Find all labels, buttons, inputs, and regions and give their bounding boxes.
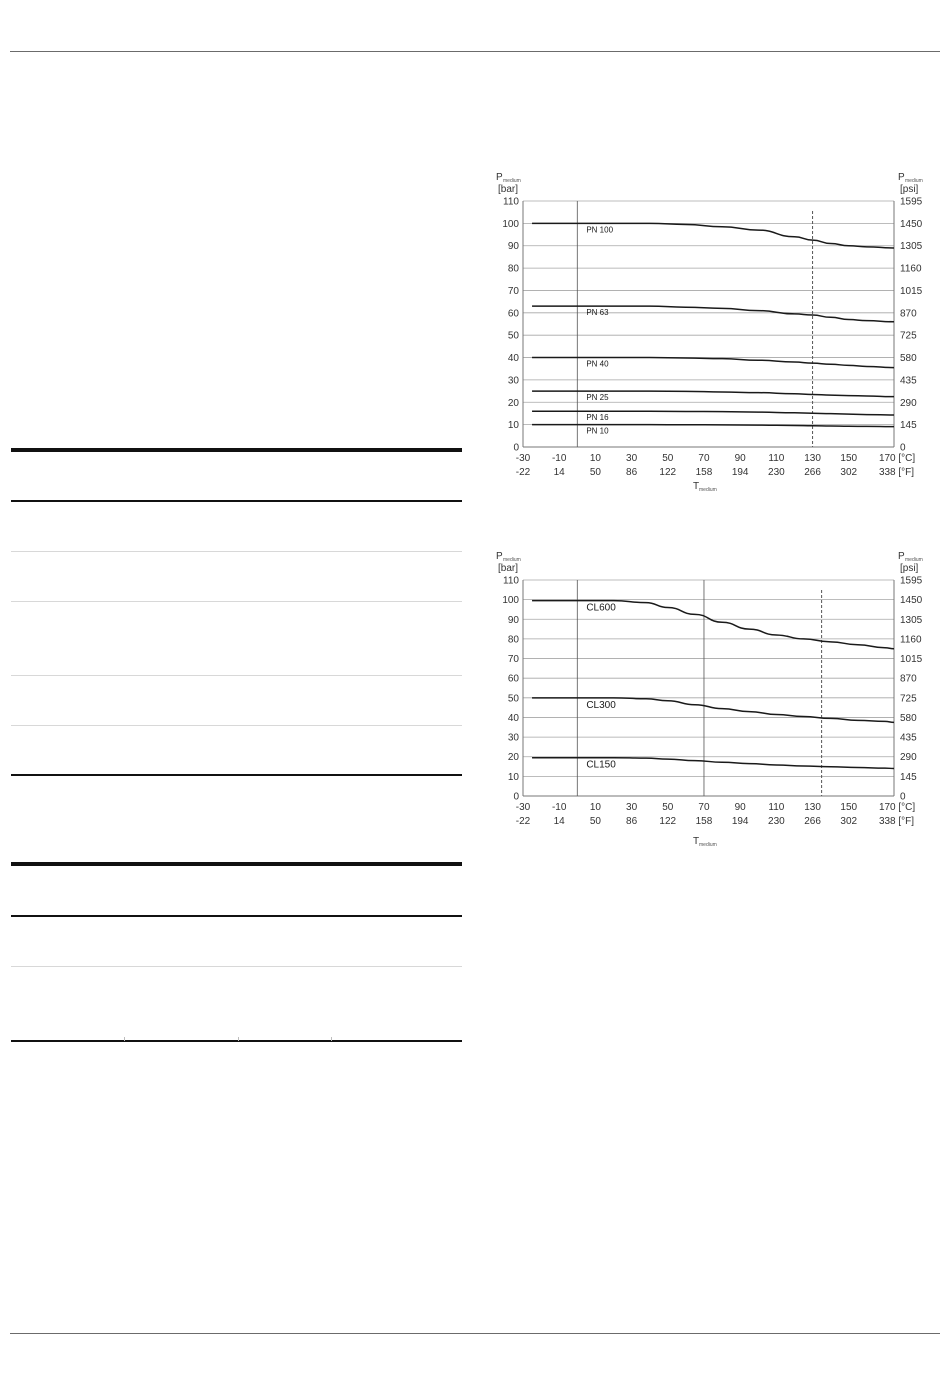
y-left-title: [496, 551, 521, 574]
y-left-tick-label: 0: [513, 442, 519, 454]
x-tick-label-celsius: 110: [768, 453, 785, 464]
x-tick-label-fahrenheit: 158: [695, 467, 713, 478]
gridlines: [523, 201, 894, 447]
y-axis-labels: [502, 576, 922, 803]
y-left-tick-label: 10: [507, 420, 519, 432]
x-tick-label-fahrenheit: 302: [840, 816, 858, 827]
y-right-tick-label: 1305: [900, 614, 923, 626]
x-tick-label-celsius: 70: [698, 453, 710, 464]
table-1-row-divider: [11, 601, 462, 602]
y-right-tick-label: 290: [900, 752, 917, 764]
series-group: [532, 223, 894, 435]
y-left-tick-label: 80: [507, 634, 519, 646]
x-tick-label-celsius: 30: [626, 453, 638, 464]
series-label-pn-40: PN 40: [586, 359, 609, 369]
y-right-title-sub: medium: [905, 178, 923, 184]
series-label-pn-63: PN 63: [586, 308, 609, 318]
y-right-tick-label: 870: [900, 308, 917, 320]
x-tick-label-celsius: 130: [804, 802, 821, 813]
y-right-tick-label: 145: [900, 771, 917, 783]
x-axis-labels: [516, 802, 916, 827]
series-label-pn-25: PN 25: [586, 393, 609, 403]
y-left-tick-label: 100: [502, 218, 519, 230]
x-tick-label-celsius: -10: [551, 453, 567, 464]
y-right-tick-label: 1305: [900, 241, 923, 253]
x-tick-label-celsius: 70: [698, 802, 710, 813]
y-right-title: [898, 551, 923, 574]
table-1-row-divider: [11, 725, 462, 726]
y-left-tick-label: 30: [507, 375, 519, 387]
y-left-tick-label: 50: [507, 693, 519, 705]
x-tick-label-fahrenheit: 86: [626, 816, 638, 827]
x-tick-label-celsius: 30: [626, 802, 638, 813]
x-tick-label-fahrenheit: -22: [515, 467, 531, 478]
y-left-tick-label: 110: [503, 575, 519, 587]
x-tick-label-fahrenheit: 194: [731, 467, 749, 478]
table-1-row-divider: [11, 675, 462, 676]
table-2-column-tick: [124, 1037, 125, 1041]
y-left-tick-label: 80: [507, 263, 519, 275]
y-right-unit: [psi]: [900, 563, 919, 574]
y-left-tick-label: 90: [507, 614, 519, 626]
y-right-unit: [psi]: [900, 184, 919, 195]
y-right-tick-label: 290: [900, 397, 917, 409]
y-left-tick-label: 20: [507, 752, 519, 764]
x-title-sub: medium: [699, 842, 717, 848]
x-tick-label-fahrenheit: -22: [515, 816, 531, 827]
y-left-tick-label: 90: [507, 241, 519, 253]
y-left-tick-label: 40: [507, 353, 519, 365]
series-label-cl300: CL300: [586, 699, 616, 711]
y-left-tick-label: 110: [503, 196, 519, 208]
x-tick-label-fahrenheit: 230: [768, 467, 785, 478]
series-group: [532, 601, 894, 771]
x-tick-label-fahrenheit: 86: [626, 467, 638, 478]
series-label-pn-16: PN 16: [586, 413, 609, 423]
y-right-tick-label: 435: [900, 375, 917, 387]
series-label-pn-10: PN 10: [586, 426, 609, 436]
x-tick-label-celsius: 110: [768, 802, 785, 813]
y-right-tick-label: 580: [900, 712, 917, 724]
table-2-bottom-border: [11, 1040, 462, 1042]
y-right-tick-label: 0: [900, 791, 906, 803]
y-left-unit: [bar]: [498, 563, 519, 574]
x-tick-label-celsius: 90: [734, 802, 746, 813]
y-right-tick-label: 1450: [900, 218, 923, 230]
y-right-tick-label: 725: [900, 330, 917, 342]
x-title: [693, 481, 717, 493]
table-2-top-border: [11, 862, 462, 866]
x-tick-label-celsius: 150: [840, 453, 858, 464]
y-right-title-letter: P: [898, 551, 905, 562]
x-tick-label-fahrenheit: 122: [659, 816, 677, 827]
y-left-tick-label: 10: [507, 771, 519, 783]
series-label-pn-100: PN 100: [586, 225, 614, 235]
y-left-title-letter: P: [496, 551, 503, 562]
x-tick-label-fahrenheit: 266: [804, 816, 821, 827]
table-2-column-tick: [331, 1037, 332, 1041]
x-tick-label-celsius: 150: [840, 802, 858, 813]
y-left-tick-label: 50: [507, 330, 519, 342]
y-left-title-letter: P: [496, 172, 503, 183]
x-tick-label-fahrenheit: 338 [°F]: [878, 467, 915, 478]
y-right-tick-label: 725: [900, 693, 917, 705]
y-left-tick-label: 40: [507, 712, 519, 724]
y-right-tick-label: 0: [900, 442, 906, 454]
y-right-tick-label: 435: [900, 732, 917, 744]
y-left-unit: [bar]: [498, 184, 519, 195]
x-tick-label-celsius: 130: [804, 453, 821, 464]
table-2-header-rule: [11, 915, 462, 917]
bottom-rule: [10, 1333, 940, 1334]
x-tick-label-fahrenheit: 230: [768, 816, 785, 827]
gridlines: [523, 580, 894, 796]
y-right-tick-label: 870: [900, 673, 917, 685]
x-tick-label-fahrenheit: 302: [840, 467, 858, 478]
x-tick-label-celsius: 90: [734, 453, 746, 464]
x-tick-label-fahrenheit: 338 [°F]: [878, 816, 915, 827]
y-left-tick-label: 100: [502, 595, 519, 607]
x-tick-label-fahrenheit: 266: [804, 467, 821, 478]
x-tick-label-celsius: 10: [589, 453, 601, 464]
y-right-tick-label: 1595: [900, 575, 923, 587]
x-title-letter: T: [693, 481, 700, 492]
y-left-title-sub: medium: [503, 557, 521, 563]
y-left-title-sub: medium: [503, 178, 521, 184]
y-left-tick-label: 20: [507, 397, 519, 409]
y-right-title: [898, 172, 923, 195]
y-right-tick-label: 1160: [900, 263, 922, 275]
table-2-column-tick: [238, 1037, 239, 1041]
x-tick-label-celsius: 10: [589, 802, 601, 813]
x-tick-label-fahrenheit: 122: [659, 467, 677, 478]
series-label-cl150: CL150: [586, 759, 616, 771]
x-tick-label-fahrenheit: 50: [589, 467, 601, 478]
x-title: [693, 836, 717, 848]
x-title-letter: T: [693, 836, 700, 847]
table-1-bottom-border: [11, 774, 462, 776]
y-right-tick-label: 1015: [900, 285, 923, 297]
y-left-tick-label: 30: [507, 732, 519, 744]
x-tick-label-celsius: -30: [515, 802, 531, 813]
y-left-tick-label: 60: [507, 673, 519, 685]
y-right-tick-label: 1450: [900, 595, 923, 607]
table-1-row-divider: [11, 551, 462, 552]
table-1-top-border: [11, 448, 462, 452]
x-tick-label-fahrenheit: 194: [731, 816, 749, 827]
x-tick-label-fahrenheit: 14: [553, 816, 565, 827]
y-left-tick-label: 70: [507, 285, 519, 297]
y-right-title-sub: medium: [905, 557, 923, 563]
x-axis-labels: [516, 453, 916, 478]
table-1-header-rule: [11, 500, 462, 502]
y-right-tick-label: 145: [900, 420, 917, 432]
y-left-title: [496, 172, 521, 195]
y-left-tick-label: 60: [507, 308, 519, 320]
x-tick-label-celsius: -10: [551, 802, 567, 813]
series-label-cl600: CL600: [586, 602, 616, 614]
y-left-tick-label: 70: [507, 654, 519, 666]
x-tick-label-celsius: -30: [515, 453, 531, 464]
x-tick-label-fahrenheit: 158: [695, 816, 713, 827]
x-title-sub: medium: [699, 487, 717, 493]
y-right-tick-label: 1595: [900, 196, 923, 208]
y-right-tick-label: 580: [900, 353, 917, 365]
y-left-tick-label: 0: [513, 791, 519, 803]
table-2-row-divider: [11, 966, 462, 967]
y-right-title-letter: P: [898, 172, 905, 183]
y-right-tick-label: 1160: [900, 634, 922, 646]
x-tick-label-fahrenheit: 50: [589, 816, 601, 827]
class-pressure-temperature-chart: [490, 544, 940, 854]
x-tick-label-celsius: 170 [°C]: [878, 802, 916, 813]
y-right-tick-label: 1015: [900, 654, 923, 666]
pn-pressure-temperature-chart: [490, 165, 940, 500]
x-tick-label-celsius: 50: [662, 802, 674, 813]
reference-lines: [577, 201, 812, 447]
x-tick-label-celsius: 170 [°C]: [878, 453, 916, 464]
x-tick-label-celsius: 50: [662, 453, 674, 464]
x-tick-label-fahrenheit: 14: [553, 467, 565, 478]
top-rule: [10, 51, 940, 52]
